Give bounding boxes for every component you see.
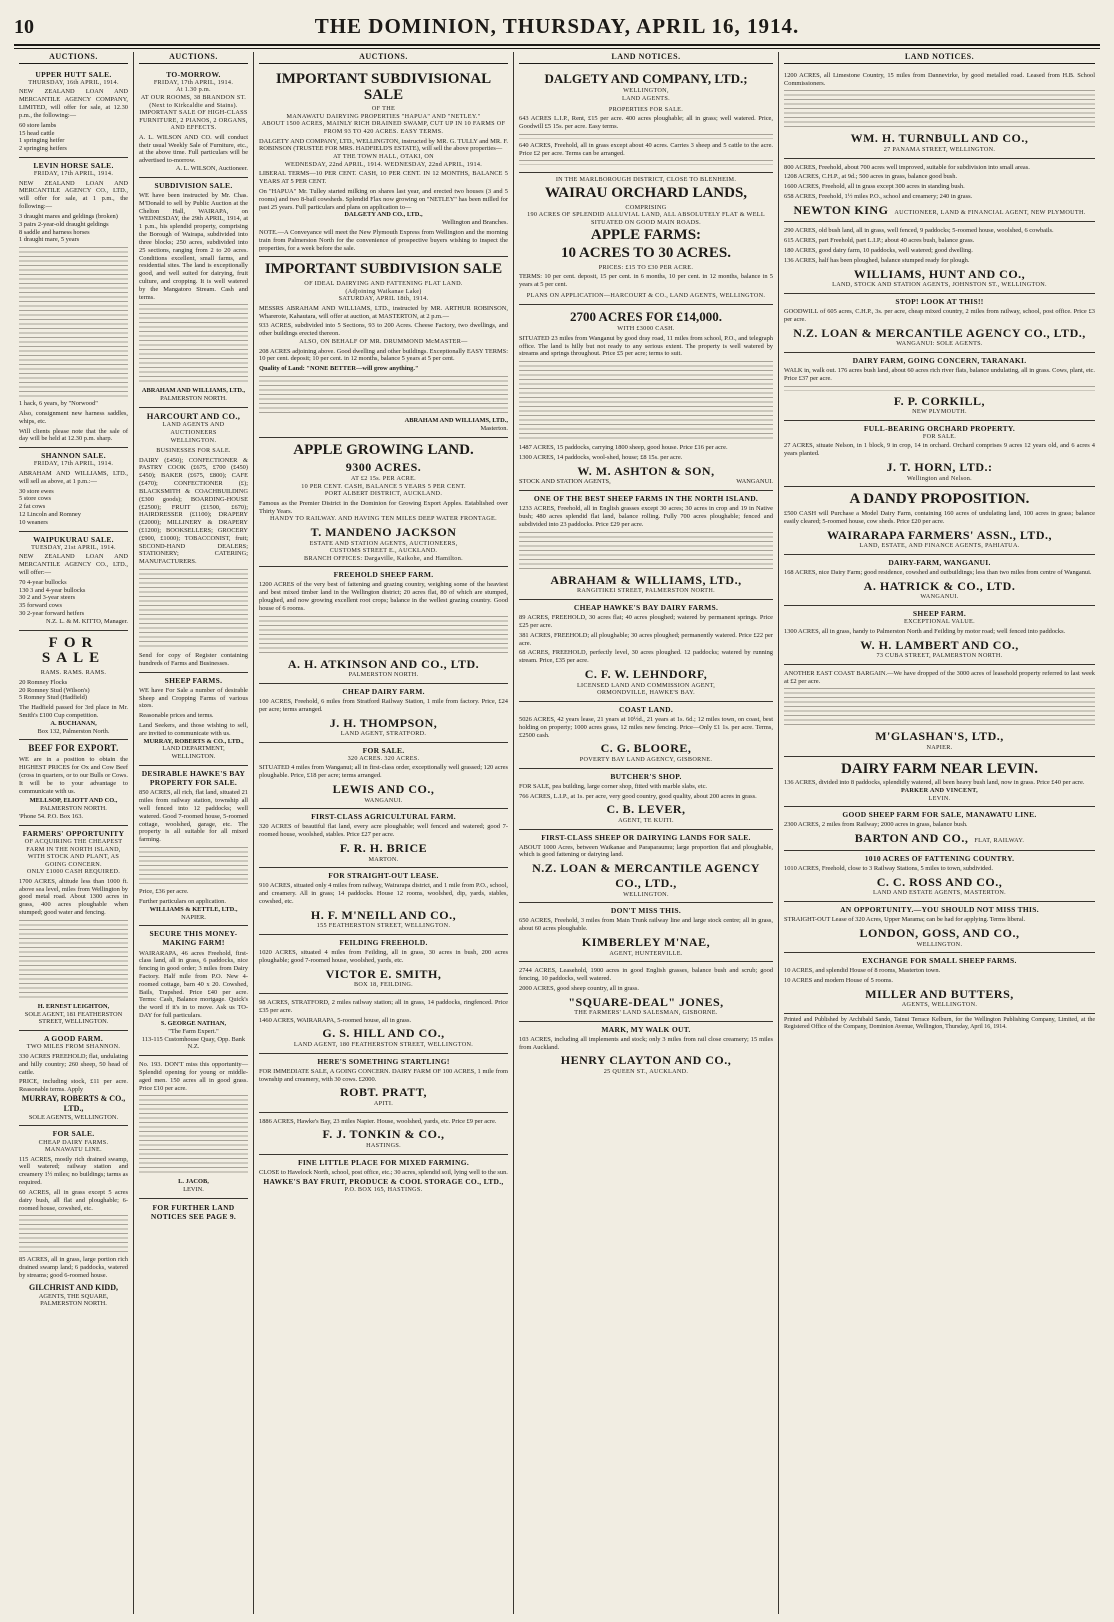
ad-levin-horse: LEVIN HORSE SALE. FRIDAY, 17th APRIL, 1914. NEW ZEALAND LOAN AND MERCANTILE AGENCY CO., LTD., will offer for sale, at 1 p.m., the following:— 3 draught mares and geldings (broken) 3 pairs 2-year-old draught geldings 8 saddle and harness horses 1 draught mare, 5 years 1 hack, 6 years, by "Norwood" Also, consignment new harness saddles, whips, etc. Will clients please note that the sale of day will be held at 12.30 p.m. sharp.: [19, 158, 128, 448]
ad-orchard-property: FULL-BEARING ORCHARD PROPERTY. FOR SALE. 27 ACRES, situate Nelson, in 1 block, 9 in crop, 14 in orchard. Orchard comprises 9 acres 12 years old, and 6 acres 4 years planted. J. T. HORN, LTD.: Wellington and Nelson.: [784, 421, 1095, 488]
publisher-imprint: Printed and Published by Archibald Sando, Tainui Terrace Kelburn, for the Wellington Publishing Company, Limited, at the Registered Office of the Company, Dominion Avenue, Wellington, Thursday, April 16, 1914.: [784, 1017, 1095, 1031]
ad-hawkes-bay-dairy-farms: CHEAP HAWKE'S BAY DAIRY FARMS. 89 ACRES, FREEHOLD, 30 acres flat; 40 acres ploughed; watered by permanent springs. Price £25 per acre. 381 ACRES, FREEHOLD; all ploughable; 30 acres ploughed; permanently watered. Price £22 per acre. 68 ACRES, FREEHOLD, perfectly level, 30 acres ploughed. 12 paddocks; watered by running stream. Price, £35 per acre. C. F. W. LEHNDORF, LICENSED LAND AND COMMISSION AGENT, ORMONDVILLE, HAWKE'S BAY.: [519, 600, 773, 702]
ad-apple-growing-land: APPLE GROWING LAND. 9300 ACRES. AT £2 15s. PER ACRE. 10 PER CENT. CASH, BALANCE 5 YEARS 5 PER CENT. PORT ALBERT DISTRICT, AUCKLAND. Famous as the Premier District in the Dominion for Growing Export Apples. Established over Thirty Years. HANDY TO RAILWAY. AND HAVING TEN MILES DEEP WATER FRONTAGE. T. MANDENO JACKSON ESTATE AND STATION AGENTS, AUCTIONEERS, CUSTOMS STREET E., AUCKLAND. BRANCH OFFICES: Dargaville, Kaikohe, and Hamilton.: [259, 438, 508, 568]
ad-harcourt: HARCOURT AND CO., LAND AGENTS AND AUCTIONEERS WELLINGTON. BUSINESSES FOR SALE. DAIRY (£450); CONFECTIONER & PASTRY COOK (£675, £700 (£450) £450); BAKER (£675, £800); CAFE (£470); CONFECTIONER (£); BLACKSMITH & COACHBUILDING (£300 goods); BOARDING-HOUSE (£2500); FRUIT (£1500, £670); HAIRDRESSER (£1100); DRAPERY (£2000); MILLINERY & DRAPERY (£1200); BOOKSELLERS; GROCERY (£900, £1000); TOBACCONIST, fruit; SECOND-HAND DEALERS; STATIONERY; CATERING; MANUFACTURERS. Send for copy of Register containing hundreds of Farms and Businesses.: [139, 408, 248, 673]
ad-corkill: DAIRY FARM, GOING CONCERN, TARANAKI. WALK in, walk out. 176 acres bush land, about 60 acres rich river flats, balance undulating, all in grass. Cows, plant, etc. Price £37 per acre. F. P. CORKILL, NEW PLYMOUTH.: [784, 353, 1095, 421]
ad-butchers-shop: BUTCHER'S SHOP. FOR SALE, pea building, large corner shop, fitted with marble slabs, etc. 766 ACRES, L.I.P., at 1s. per acre, very good country, good quality, about 200 acres in grass. C. B. LEVER, AGENT, TE KUITI.: [519, 769, 773, 830]
ad-stop-look: STOP! LOOK AT THIS!! GOODWILL of 605 acres, C.H.P., 3s. per acre, cheap mixed country, 2 miles from railway, school, post office. Price £3 per acre. N.Z. LOAN & MERCANTILE AGENCY CO., LTD., WANGANUI: SOLE AGENTS.: [784, 294, 1095, 353]
ad-barton: GOOD SHEEP FARM FOR SALE, MANAWATU LINE. 2300 ACRES, 2 miles from Railway; 2000 acres in grass, balance bush. BARTON AND CO., FLAT, RAILWAY.: [784, 807, 1095, 851]
ad-beef-export: BEEF FOR EXPORT. WE are in a position to obtain the HIGHEST PRICES for Ox and Cow Beef (cross in quarters, or to our Bulls or Cows. It will be to your advantage to communicate with us. MELLSOP, ELIOTT AND CO., PALMERSTON NORTH. 'Phone 54. P.O. Box 163.: [19, 740, 128, 825]
ad-robt-pratt: HERE'S SOMETHING STARTLING! FOR IMMEDIATE SALE, A GOING CONCERN. DAIRY FARM OF 100 ACRES, 1 mile from township and creamery, with 30 cows. £2000. ROBT. PRATT, APITI.: [259, 1054, 508, 1113]
ad-london-goss: AN OPPORTUNITY.—YOU SHOULD NOT MISS THIS. STRAIGHT-OUT Lease of 320 Acres, Upper Marama; can be had for applying. Terms liberal. LONDON, GOSS, AND CO., WELLINGTON.: [784, 902, 1095, 953]
page-number: 10: [14, 16, 34, 38]
ad-lewis-wanganui: FOR SALE. 320 ACRES. 320 ACRES. SITUATED 4 miles from Wanganui; all in first-class order, exceptionally well grassed; 120 acres ploughable. Price, £18 per acre; terms arranged. LEWIS AND CO., WANGANUI.: [259, 743, 508, 810]
column-heading: AUCTIONS.: [19, 52, 128, 64]
columns: [14, 52, 1100, 1614]
ad-waikanae-subdivision: IMPORTANT SUBDIVISION SALE OF IDEAL DAIRYING AND FATTENING FLAT LAND. (Adjoining Waikanae Lake) SATURDAY, APRIL 18th, 1914. MESSRS ABRAHAM AND WILLIAMS, LTD., instructed by MR. ARTHUR ROBINSON, Wharerote, Kahautara, will offer at auction, at MASTERTON, at 2 p.m.— 933 ACRES, subdivided into 5 Sections, 93 to 200 Acres. Cheese Factory, two dwellings, and other buildings erected thereon. ALSO, ON BEHALF OF MR. DRUMMOND McMASTER— 208 ACRES adjoining above. Good dwelling and other buildings. Exceptionally EASY TERMS: 10 per cent. deposit; 10 per cent. in 12 months, balance 5 years at 5 per cent. Quality of Land: "NONE BETTER—will grow anything." ABRAHAM AND WILLIAMS, LTD., Masterton.: [259, 257, 508, 437]
ad-shannon-sale: SHANNON SALE. FRIDAY, 17th APRIL, 1914. ABRAHAM AND WILLIAMS, LTD., will sell as above, at 1 p.m.:— 30 store ewes 5 store cows 2 fat cows 12 Lincoln and Romney 10 weaners: [19, 448, 128, 531]
ad-wairau-orchard-lands: IN THE MARLBOROUGH DISTRICT, CLOSE TO BLENHEIM. WAIRAU ORCHARD LANDS, COMPRISING 190 ACRES OF SPLENDID ALLUVIAL LAND, ALL ABSOLUTELY FLAT & WELL SITUATED ON GOOD MAIN ROADS. APPLE FARMS: 10 ACRES TO 30 ACRES. PRICES: £15 TO £30 PER ACRE. TERMS: 10 per cent. deposit, 15 per cent. in 6 months, 10 per cent. in 12 months, balance in 5 years at 5 per cent. PLANS ON APPLICATION—HARCOURT & CO., LAND AGENTS, WELLINGTON.: [519, 173, 773, 304]
masthead: [14, 14, 1100, 46]
column-heading: LAND NOTICES.: [519, 52, 773, 64]
ad-best-sheep-farm: ONE OF THE BEST SHEEP FARMS IN THE NORTH ISLAND. 1233 ACRES, Freehold, all in English grasses except 30 acres; 30 acres in crop and 19 in Native bush; 480 acres splendid flat land, balance rolling. Fully 700 acres ploughable; fenced and subdivided into 23 paddocks. Price £29 per acre. ABRAHAM & WILLIAMS, LTD., RANGITIKEI STREET, PALMERSTON NORTH.: [519, 491, 773, 600]
ad-good-farm: A GOOD FARM. TWO MILES FROM SHANNON. 330 ACRES FREEHOLD; flat, undulating and hilly country; 260 sheep, 50 head of cattle. PRICE, including stock, £11 per acre. Reasonable terms. Apply MURRAY, ROBERTS & CO., LTD., SOLE AGENTS, WELLINGTON.: [19, 1031, 128, 1126]
ad-miller-butters: EXCHANGE FOR SMALL SHEEP FARMS. 10 ACRES, and splendid House of 8 rooms, Masterton town. 10 ACRES and modern House of 5 rooms. MILLER AND BUTTERS, AGENTS, WELLINGTON.: [784, 953, 1095, 1014]
ad-newton-king: 800 ACRES, Freehold, about 700 acres well improved, suitable for subdivision into small areas. 1208 ACRES, C.H.P., at 9d.; 500 acres in grass, balance good bush. 1600 ACRES, Freehold, all in grass except 300 acres in standing bush. 658 ACRES, Freehold, 1½ miles P.O., school and creamery; 240 in grass. NEWTON KING AUCTIONEER, LAND & FINANCIAL AGENT, NEW PLYMOUTH.: [784, 159, 1095, 223]
column-heading: AUCTIONS.: [259, 52, 508, 64]
column-3: [254, 52, 514, 1614]
ad-ross: 1010 ACRES OF FATTENING COUNTRY. 1010 ACRES, Freehold, close to 3 Railway Stations, 5 miles to town, subdivided. C. C. ROSS AND CO., LAND AND ESTATE AGENTS, MASTERTON.: [784, 851, 1095, 902]
column-heading: AUCTIONS.: [139, 52, 248, 64]
ad-jacob-levin: No. 193. DON'T miss this opportunity—Splendid opening for young or middle-aged men. 150 acres all in good grass. Price £10 per acre. L. JACOB, LEVIN.: [139, 1056, 248, 1199]
ad-cheap-dairy-stratford: CHEAP DAIRY FARM. 100 ACRES, Freehold, 6 miles from Stratford Railway Station, 1 mile from factory. Price, £24 per acre; terms arranged. J. H. THOMPSON, LAND AGENT, STRATFORD.: [259, 684, 508, 743]
ad-dalgety: DALGETY AND COMPANY, LTD.; WELLINGTON, LAND AGENTS. PROPERTIES FOR SALE. 643 ACRES L.I.P., Rent, £15 per acre. 400 acres ploughable; all in grass; well watered. Price, Goodwill £5 15s. per acre. Easy terms. 640 ACRES, Freehold, all in grass except about 40 acres. Carries 3 sheep and 5 cattle to the acre. Price £2 per acre. Terms can be arranged.: [519, 67, 773, 174]
column-1: [14, 52, 134, 1614]
ad-square-deal-jones: 2744 ACRES, Leasehold, 1900 acres in good English grasses, balance bush and scrub; good fencing, 10 paddocks, well watered. 2000 ACRES, good sheep country, all in grass. "SQUARE-DEAL" JONES, THE FARMERS' LAND SALESMAN, GISBORNE.: [519, 962, 773, 1022]
column-5: [779, 52, 1100, 1614]
ad-hawkes-bay-property: DESIRABLE HAWKE'S BAY PROPERTY FOR SALE. 850 ACRES, all rich, flat land, situated 21 miles from railway station, township all well fenced into 12 paddocks; well watered. Good 7-roomed house, 5-roomed cottage, woolshed, garage, etc. The property is all suitable for all mixed farming. Price, £36 per acre. Further particulars on application. WILLIAMS & KETTLE, LTD., NAPIER.: [139, 766, 248, 926]
ad-upper-hutt: UPPER HUTT SALE. THURSDAY, 16th APRIL, 1914. NEW ZEALAND LOAN AND MERCANTILE AGENCY COMPANY, LIMITED, will offer for sale, at 12.30 p.m., the following:— 60 store lambs 15 head cattle 1 springing heifer 2 springing heifers: [19, 67, 128, 158]
ad-brice-marton: FIRST-CLASS AGRICULTURAL FARM. 320 ACRES of beautiful flat land, every acre ploughable; well fenced and watered; good 7-roomed house, woolshed, stables. Price £27 per acre. F. R. H. BRICE MARTON.: [259, 809, 508, 868]
ad-williams-hunt: 290 ACRES, old bush land, all in grass, well fenced, 9 paddocks; 5-roomed house, woolshed, 6 cowbails. 615 ACRES, part Freehold, part L.I.P.; about 40 acres bush, balance grass. 180 ACRES, good dairy farm, 10 paddocks, well watered; good dwelling. 136 ACRES, half has been ploughed, balance stumped ready for plough. WILLIAMS, HUNT AND CO., LAND, STOCK AND STATION AGENTS, JOHNSTON ST., WELLINGTON.: [784, 222, 1095, 293]
ad-nz-loan-waikanae: FIRST-CLASS SHEEP OR DAIRYING LANDS FOR SALE. ABOUT 1000 Acres, between Waikanae and Paraparaumu; large proportion flat and ploughable, which is good fattening or dairying land. N.Z. LOAN & MERCANTILE AGENCY CO., LTD., WELLINGTON.: [519, 830, 773, 904]
ad-hawkes-bay-fruit: FINE LITTLE PLACE FOR MIXED FARMING. CLOSE to Havelock North, school, post office, etc.; 30 acres, splendid soil, lying well to the sun. HAWKE'S BAY FRUIT, PRODUCE & COOL STORAGE CO., LTD., P.O. BOX 165, HASTINGS.: [259, 1157, 508, 1193]
ad-subdivision-sale: SUBDIVISION SALE. WE have been instructed by Mr. Chas. M'Donald to sell by Public Auction at the Chelton Hall, WAIRAPA, on WEDNESDAY, the 29th APRIL, 1914, at 1 p.m., his splendid property, comprising the Borough of Wairapa, subdivided into three blocks; 250 acres, subdivided into 25 sections, ranging from 2 to 20 acres. Conditions excellent, small farms, and residential sites. The land is exceptionally good, and well suited for dairying, fruit culture, and cropping. It is well watered by the Mangatoro Stream. Cash and terms. ABRAHAM AND WILLIAMS, LTD., PALMERSTON NORTH.: [139, 178, 248, 408]
ad-hatrick: DAIRY-FARM, WANGANUI. 168 ACRES, nice Dairy Farm; good residence, cowshed and outbuildings; less than two miles from centre of Wanganui. A. HATRICK & CO., LTD. WANGANUI.: [784, 555, 1095, 606]
ad-coast-land: COAST LAND. 5026 ACRES, 42 years lease, 21 years at 10½d., 21 years at 1s. 6d.; 12 miles town, on coast, best holding on property; 1000 acres grass, 12 miles new fencing. Price—Only £1 1s. per acre. Terms, £2500 cash. C. G. BLOORE, POVERTY BAY LAND AGENCY, GISBORNE.: [519, 702, 773, 769]
ad-farmers-opportunity: FARMERS' OPPORTUNITY OF ACQUIRING THE CHEAPEST FARM IN THE NORTH ISLAND, WITH STOCK AND PLANT, AS GOING CONCERN. ONLY £1000 CASH REQUIRED. 1700 ACRES, altitude less than 1000 ft. above sea level, miles from Wellington by good metal road. About 1300 acres in grass, 400 acres ploughable when stumped; good water and fencing. H. ERNEST LEIGHTON, SOLE AGENT, 181 FEATHERSTON STREET, WELLINGTON.: [19, 826, 128, 1031]
ad-money-making-farm: SECURE THIS MONEY-MAKING FARM! WAIRARAPA, 46 acres Freehold, first-class land, all in grass, 6 paddocks, nice fencing in good order; 3 miles from Dairy Factory. Half mile from P.O. New 4-roomed cottage, barn 40 x 20. Cowshed, Bails, Trapshed. Price £40 per acre. Terms: Cash, Balance mortgage. Quick's the word if it's in to move. Ask us TO-DAY for full particulars. S. GEORGE NATHAN, "The Farm Expert." 113-115 Customhouse Quay, Opp. Bank N.Z.: [139, 926, 248, 1056]
ad-waipukurau: WAIPUKURAU SALE. TUESDAY, 21st APRIL, 1914. NEW ZEALAND LOAN AND MERCANTILE AGENCY CO., LTD., will offer:— 70 4-year bullocks 130 3 and 4-year bullocks 30 2 and 3-year steers 35 forward cows 30 2-year forward heifers N.Z. L. & M. KITTO, Manager.: [19, 532, 128, 631]
ad-tomorrow-furniture: TO-MORROW. FRIDAY, 17th APRIL, 1914. At 1.30 p.m. AT OUR ROOMS, 38 BRANDON ST. (Next to Kirkcaldie and Stains). IMPORTANT SALE OF HIGH-CLASS FURNITURE, 2 PIANOS, 2 ORGANS, AND EFFECTS. A. L. WILSON AND CO. will conduct their usual Weekly Sale of Furniture, etc., at the above time. Full particulars will be advertised to-morrow. A. L. WILSON, Auctioneer.: [139, 67, 248, 178]
column-heading: LAND NOTICES.: [784, 52, 1095, 64]
ad-2700-acres: 2700 ACRES FOR £14,000. WITH £3000 CASH. SITUATED 23 miles from Wanganui by good dray road, 11 miles from school, P.O., and telegraph office. The land is hilly but not ready to any serious extent. The property is well watered by streams and springs throughout. Price £5 per acre; terms to suit. 1487 ACRES, 15 paddocks, carrying 1800 sheep, good house. Price £16 per acre. 1300 ACRES, 14 paddocks, wool-shed, house; £8 15s. per acre. W. M. ASHTON & SON, STOCK AND STATION AGENTS, WANGANUI.: [519, 305, 773, 492]
ad-feilding-freehold: FEILDING FREEHOLD. 1020 ACRES, situated 4 miles from Feilding, all in grass, 30 acres in bush, 200 acres ploughable; good 7-roomed house, woolshed, yards, etc. VICTOR E. SMITH, BOX 18, FEILDING.: [259, 935, 508, 994]
ad-rams: FOR SALE RAMS. RAMS. RAMS. 20 Romney Flocks 20 Romney Stud (Wilson's) 5 Romney Stud (Hadfield) The Hadfield passed for 3rd place in Mr. Smith's £100 Cup competition. A. BUCHANAN, Box 132, Palmerston North.: [19, 631, 128, 741]
ad-dandy-proposition: A DANDY PROPOSITION. £500 CASH will Purchase a Model Dairy Farm, containing 160 acres of undulating land, 100 acres in grass; balance easily cleared; 5-roomed house, cow sheds. Price £20 per acre. WAIRARAPA FARMERS' ASSN., LTD., LAND, ESTATE, AND FINANCE AGENTS, PAHIATUA.: [784, 487, 1095, 555]
ad-henry-clayton: MARK, MY WALK OUT. 103 ACRES, including all implements and stock; only 3 miles from rail close creamery; 15 miles from Auckland. HENRY CLAYTON AND CO., 25 QUEEN ST., AUCKLAND.: [519, 1024, 773, 1076]
ad-freehold-sheep-farm: FREEHOLD SHEEP FARM. 1200 ACRES of the very best of fattening and grazing country, weighing some of the heaviest and best mixed timber land in the Wellington district; 20 acres flat, 80 of which are stumped, ploughed, and now growing excellent root crops; balance in the wellest grazing country. Good house of 6 rooms. A. H. ATKINSON AND CO., LTD. PALMERSTON NORTH.: [259, 567, 508, 684]
ad-kimberley-mnae: DON'T MISS THIS. 650 ACRES, Freehold, 3 miles from Main Trunk railway line and large stock centre; all in grass, about 60 acres ploughable. KIMBERLEY M'NAE, AGENT, HUNTERVILLE.: [519, 903, 773, 962]
ad-mglashans: ANOTHER EAST COAST BARGAIN.—We have dropped of the 3000 acres of leasehold property referred to last week at £2 per acre. M'GLASHAN'S, LTD., NAPIER.: [784, 665, 1095, 757]
ad-mcneill-lease: FOR STRAIGHT-OUT LEASE. 910 ACRES, situated only 4 miles from railway, Wairarapa district, and 1 mile from P.O., school, and creamery. All in grass; 14 paddocks. House 12 rooms, woolshed, dip, yards, stables, cowshed, etc. H. F. M'NEILL AND CO., 155 FEATHERSTON STREET, WELLINGTON.: [259, 868, 508, 935]
column-4: [514, 52, 779, 1614]
ad-manawatu-subdivisional-sale: IMPORTANT SUBDIVISIONAL SALE OF THE MANAWATU DAIRYING PROPERTIES "HAPUA" AND "NETLEY." ABOUT 1500 ACRES, MAINLY RICH DRAINED SWAMP, CUT UP IN 10 FARMS OF FROM 93 TO 420 ACRES. EASY TERMS. DALGETY AND COMPANY, LTD., WELLINGTON, instructed by MR. G. TULLY and MR. F. ROBINSON (TRUSTEE FOR MRS. HADFIELD'S ESTATE), will sell the above properties— AT THE TOWN HALL, OTAKI, ON WEDNESDAY, 22nd APRIL, 1914. WEDNESDAY, 22nd APRIL, 1914. LIBERAL TERMS—10 PER CENT. CASH, 10 PER CENT. IN 12 MONTHS, BALANCE 5 YEARS AT 5 PER CENT. On "HAPUA" Mr. Tulley started milking on shares last year, and erected two houses (3 and 5 rooms) and two 8-bail cowsheds. Splendid Flax now growing on "NETLEY" has been milled for past 25 years. Full particulars and plans on application to— DALGETY AND CO., LTD., Wellington and Branches. NOTE.—A Conveyance will meet the New Plymouth Express from Wellington and the morning train from Palmerston North for the convenience of prospective buyers wishing to inspect the properties, for a week before the sale.: [259, 67, 508, 258]
ad-lambert: SHEEP FARM. EXCEPTIONAL VALUE. 1300 ACRES, all in grass, handy to Palmerston North and Feilding by motor road; well fenced into paddocks. W. H. LAMBERT AND CO., 73 CUBA STREET, PALMERSTON NORTH.: [784, 606, 1095, 665]
ad-turnbull: 1200 ACRES, all Limestone Country, 15 miles from Dannevirke, by good metalled road. Leased from H.B. School Commissioners. WM. H. TURNBULL AND CO., 27 PANAMA STREET, WELLINGTON.: [784, 67, 1095, 159]
column-2: [134, 52, 254, 1614]
ad-sheep-farms: SHEEP FARMS. WE have For Sale a number of desirable Sheep and Cropping Farms of various sizes. Reasonable prices and terms. Land Seekers, and those wishing to sell, are invited to communicate with us. MURRAY, ROBERTS & CO., LTD., LAND DEPARTMENT, WELLINGTON.: [139, 673, 248, 766]
footer-see-page: FOR FURTHER LAND NOTICES SEE PAGE 9.: [150, 1203, 237, 1222]
ad-cheap-dairy-farms: FOR SALE. CHEAP DAIRY FARMS. MANAWATU LINE. 115 ACRES, mostly rich drained swamp, well watered; railway station and creamery 1½ miles; no buildings; tarms as required. 60 ACRES, all in grass except 5 acres dairy bush, all flat and ploughable; 6-roomed house, cowshed, etc. 85 ACRES, all in grass, large portion rich drained swamp land; 6 paddocks, watered by streams; good 6-roomed house. GILCHRIST AND KIDD, AGENTS, THE SQUARE, PALMERSTON NORTH.: [19, 1129, 128, 1308]
ad-gs-hill: 98 ACRES, STRATFORD, 2 miles railway station; all in grass, 14 paddocks, ringfenced. Price £35 per acre. 1460 ACRES, WAIRARAPA, 5-roomed house, all in grass. G. S. HILL AND CO., LAND AGENT, 180 FEATHERSTON STREET, WELLINGTON.: [259, 994, 508, 1054]
paper-title: THE DOMINION, THURSDAY, APRIL 16, 1914.: [314, 14, 800, 38]
ad-dairy-near-levin: DAIRY FARM NEAR LEVIN. 136 ACRES, divided into 8 paddocks, splendidly watered, all been heavy bush land, now in grass. Price £40 per acre. PARKER AND VINCENT, LEVIN.: [784, 757, 1095, 808]
ad-tonkin: 1886 ACRES, Hawke's Bay, 23 miles Napier. House, woolshed, yards, etc. Price £9 per acre. F. J. TONKIN & CO., HASTINGS.: [259, 1113, 508, 1155]
